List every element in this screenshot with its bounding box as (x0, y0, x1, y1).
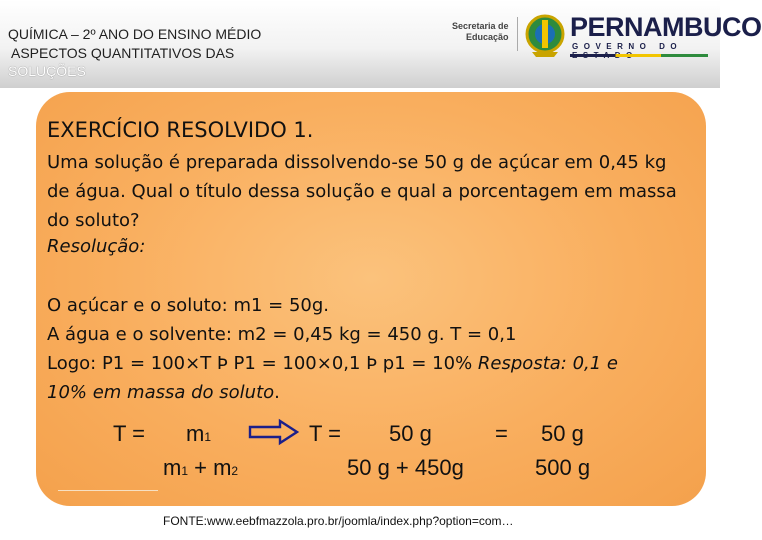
topic-title: ASPECTOS QUANTITATIVOS DAS (11, 45, 235, 61)
exercise-title: EXERCÍCIO RESOLVIDO 1. (47, 118, 314, 142)
logo-separator (517, 17, 518, 51)
formula-numerator-result: 50 g (541, 421, 584, 446)
flag-stripe (570, 54, 708, 57)
solution-line-2: A água e o solvente: m2 = 0,45 kg = 450 g. T = 0,1 (47, 324, 517, 345)
formula-denominator-result: 500 g (535, 455, 591, 480)
slide-header (0, 0, 762, 88)
right-arrow-icon (248, 418, 300, 446)
solution-line-3: Logo: P1 = 100×T Þ P1 = 100×0,1 Þ p1 = 10% Resposta: 0,1 e (47, 353, 618, 374)
formula-denominator: m1 + m2 (163, 455, 239, 480)
solution-text (47, 291, 687, 407)
secretaria-label: Secretaria de Educação (452, 21, 509, 42)
formula-denominator-sum: 50 g + 450g (347, 455, 464, 480)
formula-numerator-m1: m1 (186, 421, 212, 446)
decorative-line (58, 490, 158, 491)
resolution-label: Resolução: (47, 236, 146, 257)
state-crest-icon (524, 12, 566, 58)
formula-equals: = (495, 421, 508, 446)
solution-line-1: O açúcar e o soluto: m1 = 50g. (47, 295, 330, 316)
governo-label: GOVERNO DO (572, 42, 683, 51)
course-title: QUÍMICA – 2º ANO DO ENSINO MÉDIO (8, 26, 262, 42)
topic-title-cont: SOLUÇÕES (8, 63, 86, 79)
pernambuco-logo-text: PERNAMBUCO (570, 12, 762, 42)
formula-t-label-2: T = (309, 421, 342, 446)
formula-t-label: T = (113, 421, 146, 446)
source-footer: FONTE:www.eebfmazzola.pro.br/joomla/index.php?option=com… (163, 514, 514, 528)
formula-numerator-50g: 50 g (389, 421, 432, 446)
exercise-question: Uma solução é preparada dissolvendo-se 50 g de açúcar em 0,45 kg de água. Qual o título dessa solução e qual a porcentagem em massa do soluto? (47, 152, 677, 231)
solution-line-4: 10% em massa do soluto. (47, 382, 280, 403)
